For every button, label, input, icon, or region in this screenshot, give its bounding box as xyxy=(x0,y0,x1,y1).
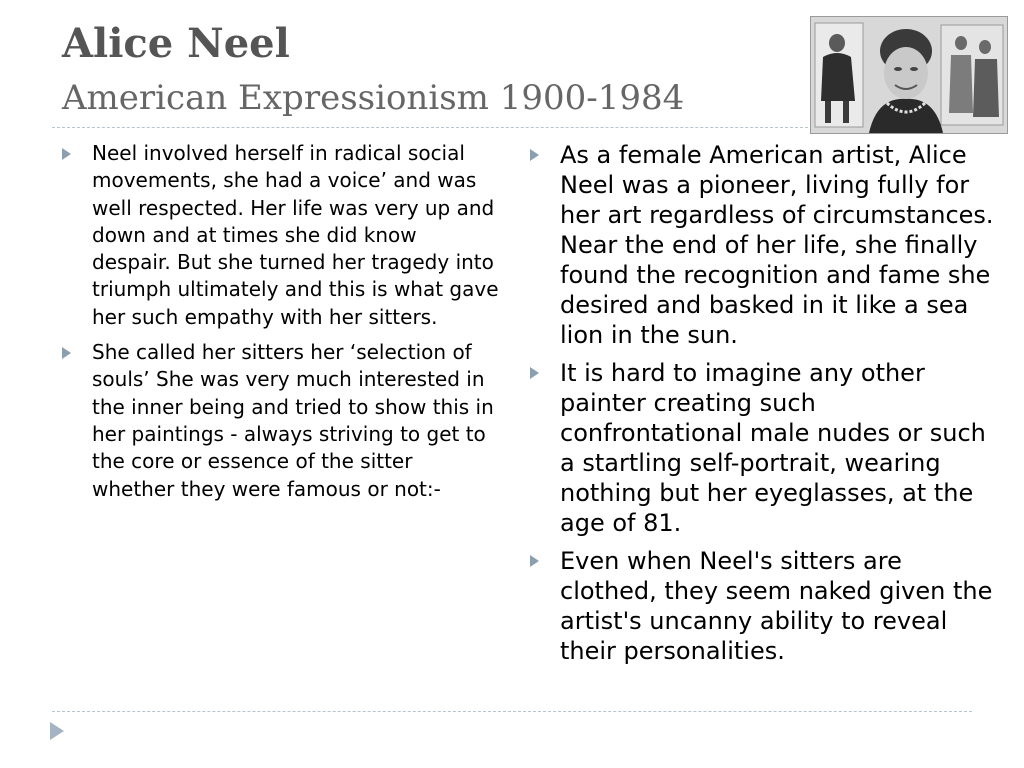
list-item xyxy=(528,140,998,350)
list-item xyxy=(528,546,998,666)
bullet-text: Even when Neel's sitters are clothed, they seem naked given the artist's uncanny ability to reveal their personalities. xyxy=(560,547,993,665)
slide-title: Alice Neel xyxy=(62,20,290,67)
eye xyxy=(910,67,918,71)
face xyxy=(884,47,928,99)
artist-portrait-image xyxy=(810,16,1008,134)
bullet-arrow-icon xyxy=(530,367,539,379)
left-painting-figure xyxy=(821,53,855,101)
left-painting-leg xyxy=(825,101,831,123)
slide-subtitle: American Expressionism 1900-1984 xyxy=(62,78,685,118)
list-item xyxy=(60,339,500,503)
portrait-illustration xyxy=(811,17,1007,133)
list-item xyxy=(528,358,998,538)
bullet-text: It is hard to imagine any other painter creating such confrontational male nudes or such a startling self-portrait, wearing nothing but her eyeglasses, at the age of 81. xyxy=(560,359,986,537)
right-painting-head xyxy=(979,40,991,54)
play-arrow-icon[interactable] xyxy=(50,722,64,740)
title-divider xyxy=(52,127,808,128)
bullet-text: As a female American artist, Alice Neel was a pioneer, living fully for her art regardless of circumstances. Near the end of her life, she finally found the recognition and fame she desired and basked in it like a sea lion in the sun. xyxy=(560,141,994,349)
bullet-arrow-icon xyxy=(62,148,71,160)
bullet-arrow-icon xyxy=(530,149,539,161)
footer-divider xyxy=(52,711,972,712)
list-item xyxy=(60,140,500,331)
left-painting-leg xyxy=(843,101,849,123)
right-bullet-list xyxy=(528,140,998,674)
left-bullet-list xyxy=(60,140,500,511)
eye xyxy=(894,67,902,71)
right-painting-figure xyxy=(973,59,999,117)
left-painting-head xyxy=(829,34,845,52)
right-painting-figure xyxy=(949,55,973,113)
bullet-text: Neel involved herself in radical social movements, she had a voice’ and was well respected. Her life was very up and down and at times she did know despair. But she turned her tragedy into triumph ultimately and this is what gave her such empathy with her sitters. xyxy=(92,141,499,329)
right-painting-head xyxy=(955,36,967,50)
bullet-text: She called her sitters her ‘selection of souls’ She was very much interested in the inner being and tried to show this in her paintings - always striving to get to the core or essence of the sitter whether they were famous or not:- xyxy=(92,340,494,501)
bullet-arrow-icon xyxy=(530,555,539,567)
bullet-arrow-icon xyxy=(62,347,71,359)
